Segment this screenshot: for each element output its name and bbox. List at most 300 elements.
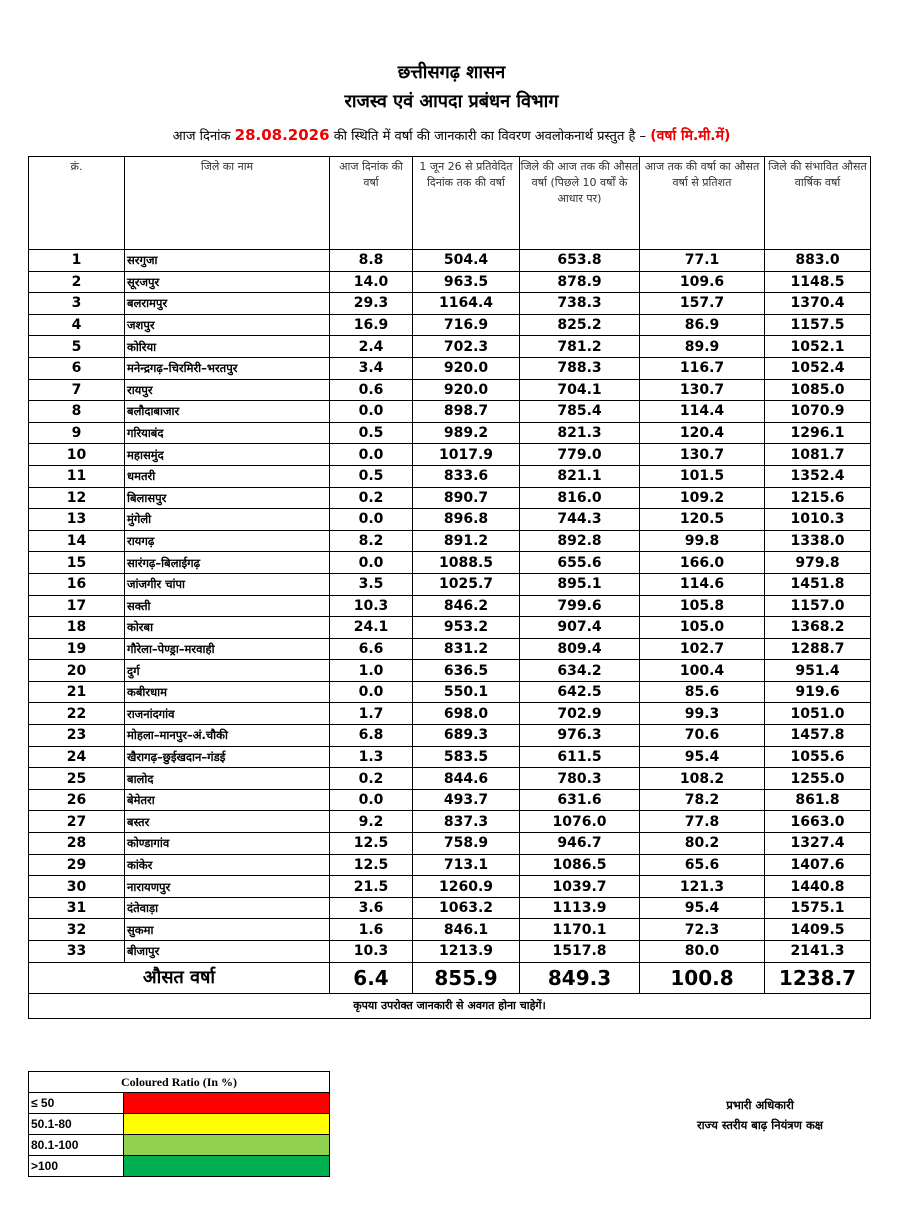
cell-today-rain: 0.6	[330, 379, 413, 401]
cell-serial: 15	[29, 552, 125, 574]
table-row	[29, 941, 871, 963]
cell-avg-to-date: 809.4	[520, 638, 640, 660]
cell-annual-avg: 1407.6	[765, 854, 871, 876]
legend-title: Coloured Ratio (In %)	[29, 1072, 330, 1093]
cell-percent: 114.4	[640, 401, 765, 423]
cell-serial: 21	[29, 681, 125, 703]
legend-row	[29, 1093, 330, 1114]
cell-since-june-rain: 833.6	[413, 465, 520, 487]
cell-avg-to-date: 785.4	[520, 401, 640, 423]
cell-avg-to-date: 780.3	[520, 768, 640, 790]
cell-serial: 26	[29, 789, 125, 811]
legend-row	[29, 1156, 330, 1177]
cell-district-name: कबीरधाम	[125, 681, 330, 703]
table-row	[29, 725, 871, 747]
cell-percent: 105.8	[640, 595, 765, 617]
cell-since-june-rain: 713.1	[413, 854, 520, 876]
cell-annual-avg: 861.8	[765, 789, 871, 811]
cell-percent: 102.7	[640, 638, 765, 660]
cell-annual-avg: 1051.0	[765, 703, 871, 725]
cell-district-name: सूरजपुर	[125, 271, 330, 293]
cell-today-rain: 0.2	[330, 487, 413, 509]
cell-annual-avg: 979.8	[765, 552, 871, 574]
cell-annual-avg: 1327.4	[765, 833, 871, 855]
legend-swatch	[124, 1135, 330, 1156]
table-row	[29, 660, 871, 682]
cell-today-rain: 9.2	[330, 811, 413, 833]
cell-annual-avg: 1157.5	[765, 314, 871, 336]
cell-annual-avg: 1451.8	[765, 573, 871, 595]
cell-percent: 86.9	[640, 314, 765, 336]
cell-avg-to-date: 1170.1	[520, 919, 640, 941]
cell-serial: 2	[29, 271, 125, 293]
cell-serial: 3	[29, 293, 125, 315]
cell-percent: 89.9	[640, 336, 765, 358]
col-header-today: आज दिनांक की वर्षा	[330, 157, 413, 250]
cell-district-name: बालोद	[125, 768, 330, 790]
cell-serial: 31	[29, 897, 125, 919]
cell-serial: 11	[29, 465, 125, 487]
cell-district-name: कोरिया	[125, 336, 330, 358]
table-row	[29, 487, 871, 509]
cell-annual-avg: 1052.4	[765, 357, 871, 379]
cell-today-rain: 0.0	[330, 509, 413, 531]
col-header-avg-to-date: जिले की आज तक की औसत वर्षा (पिछले 10 वर्षों के आधार पर)	[520, 157, 640, 250]
table-row	[29, 897, 871, 919]
table-row	[29, 789, 871, 811]
cell-annual-avg: 2141.3	[765, 941, 871, 963]
cell-percent: 85.6	[640, 681, 765, 703]
table-row	[29, 465, 871, 487]
cell-since-june-rain: 831.2	[413, 638, 520, 660]
cell-today-rain: 0.5	[330, 465, 413, 487]
cell-district-name: राजनांदगांव	[125, 703, 330, 725]
cell-district-name: रायपुर	[125, 379, 330, 401]
table-row	[29, 444, 871, 466]
cell-percent: 100.4	[640, 660, 765, 682]
legend-header-row	[29, 1072, 330, 1093]
cell-avg-to-date: 907.4	[520, 617, 640, 639]
cell-today-rain: 0.0	[330, 681, 413, 703]
cell-avg-to-date: 1517.8	[520, 941, 640, 963]
cell-since-june-rain: 636.5	[413, 660, 520, 682]
cell-since-june-rain: 898.7	[413, 401, 520, 423]
cell-percent: 130.7	[640, 379, 765, 401]
cell-district-name: बलौदाबाजार	[125, 401, 330, 423]
cell-percent: 109.2	[640, 487, 765, 509]
department-title: राजस्व एवं आपदा प्रबंधन विभाग	[344, 91, 559, 112]
cell-since-june-rain: 1025.7	[413, 573, 520, 595]
cell-avg-to-date: 821.3	[520, 422, 640, 444]
cell-percent: 99.3	[640, 703, 765, 725]
cell-serial: 22	[29, 703, 125, 725]
col-header-district: जिले का नाम	[125, 157, 330, 250]
table-row	[29, 919, 871, 941]
cell-district-name: बेमेतरा	[125, 789, 330, 811]
cell-today-rain: 0.0	[330, 552, 413, 574]
cell-district-name: दंतेवाड़ा	[125, 897, 330, 919]
cell-percent: 121.3	[640, 876, 765, 898]
cell-since-june-rain: 1088.5	[413, 552, 520, 574]
table-header-row	[29, 157, 871, 250]
table-row	[29, 530, 871, 552]
cell-percent: 99.8	[640, 530, 765, 552]
cell-avg-to-date: 738.3	[520, 293, 640, 315]
cell-since-june-rain: 846.1	[413, 919, 520, 941]
cell-since-june-rain: 844.6	[413, 768, 520, 790]
cell-serial: 28	[29, 833, 125, 855]
cell-district-name: सरगुजा	[125, 250, 330, 272]
legend-label: ≤ 50	[29, 1093, 124, 1114]
legend-swatch	[124, 1114, 330, 1135]
cell-today-rain: 1.3	[330, 746, 413, 768]
cell-today-rain: 16.9	[330, 314, 413, 336]
cell-avg-to-date: 1076.0	[520, 811, 640, 833]
cell-annual-avg: 1010.3	[765, 509, 871, 531]
cell-avg-to-date: 825.2	[520, 314, 640, 336]
cell-since-june-rain: 896.8	[413, 509, 520, 531]
cell-since-june-rain: 758.9	[413, 833, 520, 855]
table-row	[29, 854, 871, 876]
cell-since-june-rain: 504.4	[413, 250, 520, 272]
cell-avg-to-date: 655.6	[520, 552, 640, 574]
cell-today-rain: 6.6	[330, 638, 413, 660]
legend-row	[29, 1114, 330, 1135]
cell-percent: 80.2	[640, 833, 765, 855]
cell-serial: 6	[29, 357, 125, 379]
cell-since-june-rain: 891.2	[413, 530, 520, 552]
cell-today-rain: 24.1	[330, 617, 413, 639]
subtitle-text: की स्थिति में वर्षा की जानकारी का विवरण अवलोकनार्थ प्रस्तुत है –	[333, 129, 647, 144]
subtitle-prefix: आज दिनांक	[172, 129, 231, 144]
cell-district-name: सक्ती	[125, 595, 330, 617]
cell-avg-to-date: 895.1	[520, 573, 640, 595]
cell-serial: 30	[29, 876, 125, 898]
cell-district-name: जशपुर	[125, 314, 330, 336]
cell-district-name: जांजगीर चांपा	[125, 573, 330, 595]
cell-avg-to-date: 1113.9	[520, 897, 640, 919]
table-row	[29, 681, 871, 703]
cell-annual-avg: 1215.6	[765, 487, 871, 509]
cell-avg-to-date: 1086.5	[520, 854, 640, 876]
cell-annual-avg: 1148.5	[765, 271, 871, 293]
cell-today-rain: 1.0	[330, 660, 413, 682]
cell-avg-to-date: 892.8	[520, 530, 640, 552]
cell-serial: 33	[29, 941, 125, 963]
cell-avg-to-date: 781.2	[520, 336, 640, 358]
legend-swatch	[124, 1156, 330, 1177]
cell-percent: 77.8	[640, 811, 765, 833]
cell-annual-avg: 1070.9	[765, 401, 871, 423]
cell-today-rain: 0.2	[330, 768, 413, 790]
cell-avg-to-date: 631.6	[520, 789, 640, 811]
cell-since-june-rain: 989.2	[413, 422, 520, 444]
cell-avg-to-date: 1039.7	[520, 876, 640, 898]
cell-avg-to-date: 946.7	[520, 833, 640, 855]
cell-avg-to-date: 788.3	[520, 357, 640, 379]
cell-today-rain: 29.3	[330, 293, 413, 315]
table-row	[29, 336, 871, 358]
table-row	[29, 573, 871, 595]
cell-today-rain: 1.6	[330, 919, 413, 941]
color-legend	[28, 1071, 330, 1177]
cell-percent: 95.4	[640, 897, 765, 919]
cell-percent: 109.6	[640, 271, 765, 293]
cell-since-june-rain: 493.7	[413, 789, 520, 811]
cell-today-rain: 6.8	[330, 725, 413, 747]
cell-avg-to-date: 878.9	[520, 271, 640, 293]
cell-annual-avg: 1409.5	[765, 919, 871, 941]
cell-district-name: बीजापुर	[125, 941, 330, 963]
cell-percent: 157.7	[640, 293, 765, 315]
table-row	[29, 271, 871, 293]
table-row	[29, 833, 871, 855]
cell-since-june-rain: 1260.9	[413, 876, 520, 898]
cell-today-rain: 10.3	[330, 941, 413, 963]
cell-district-name: मनेन्द्रगढ़–चिरमिरी–भरतपुर	[125, 357, 330, 379]
cell-district-name: कोरबा	[125, 617, 330, 639]
cell-percent: 108.2	[640, 768, 765, 790]
cell-avg-to-date: 744.3	[520, 509, 640, 531]
average-row	[29, 962, 871, 993]
cell-percent: 105.0	[640, 617, 765, 639]
cell-district-name: नारायणपुर	[125, 876, 330, 898]
cell-percent: 114.6	[640, 573, 765, 595]
cell-annual-avg: 883.0	[765, 250, 871, 272]
col-header-percent: आज तक की वर्षा का औसत वर्षा से प्रतिशत	[640, 157, 765, 250]
cell-annual-avg: 1085.0	[765, 379, 871, 401]
table-row	[29, 595, 871, 617]
cell-today-rain: 1.7	[330, 703, 413, 725]
cell-today-rain: 3.4	[330, 357, 413, 379]
cell-district-name: गौरेला–पेण्ड्रा–मरवाही	[125, 638, 330, 660]
cell-serial: 9	[29, 422, 125, 444]
cell-since-june-rain: 837.3	[413, 811, 520, 833]
cell-today-rain: 12.5	[330, 833, 413, 855]
cell-serial: 13	[29, 509, 125, 531]
cell-since-june-rain: 689.3	[413, 725, 520, 747]
cell-annual-avg: 1081.7	[765, 444, 871, 466]
cell-today-rain: 8.8	[330, 250, 413, 272]
cell-percent: 65.6	[640, 854, 765, 876]
cell-today-rain: 8.2	[330, 530, 413, 552]
cell-district-name: गरियाबंद	[125, 422, 330, 444]
cell-today-rain: 3.6	[330, 897, 413, 919]
cell-annual-avg: 1157.0	[765, 595, 871, 617]
cell-annual-avg: 951.4	[765, 660, 871, 682]
table-row	[29, 703, 871, 725]
legend-row	[29, 1135, 330, 1156]
cell-annual-avg: 919.6	[765, 681, 871, 703]
signature-title: प्रभारी अधिकारी	[726, 1098, 794, 1112]
cell-serial: 14	[29, 530, 125, 552]
cell-serial: 5	[29, 336, 125, 358]
cell-district-name: बस्तर	[125, 811, 330, 833]
cell-since-june-rain: 1017.9	[413, 444, 520, 466]
cell-since-june-rain: 698.0	[413, 703, 520, 725]
cell-avg-to-date: 976.3	[520, 725, 640, 747]
table-row	[29, 552, 871, 574]
cell-percent: 70.6	[640, 725, 765, 747]
average-to-date: 849.3	[520, 962, 640, 993]
table-row	[29, 379, 871, 401]
cell-serial: 20	[29, 660, 125, 682]
cell-since-june-rain: 846.2	[413, 595, 520, 617]
cell-annual-avg: 1457.8	[765, 725, 871, 747]
cell-district-name: सुकमा	[125, 919, 330, 941]
cell-percent: 120.4	[640, 422, 765, 444]
legend-swatch	[124, 1093, 330, 1114]
note-text: कृपया उपरोक्त जानकारी से अवगत होना चाहेगें।	[29, 993, 871, 1018]
table-row	[29, 314, 871, 336]
cell-today-rain: 10.3	[330, 595, 413, 617]
cell-avg-to-date: 653.8	[520, 250, 640, 272]
cell-district-name: धमतरी	[125, 465, 330, 487]
col-header-since-june: 1 जून 26 से प्रतिवेदित दिनांक तक की वर्षा	[413, 157, 520, 250]
cell-annual-avg: 1055.6	[765, 746, 871, 768]
average-percent: 100.8	[640, 962, 765, 993]
cell-serial: 23	[29, 725, 125, 747]
cell-district-name: कांकेर	[125, 854, 330, 876]
page-title: छत्तीसगढ़ शासन	[397, 62, 506, 83]
cell-serial: 12	[29, 487, 125, 509]
average-annual: 1238.7	[765, 962, 871, 993]
cell-percent: 120.5	[640, 509, 765, 531]
cell-annual-avg: 1352.4	[765, 465, 871, 487]
cell-percent: 166.0	[640, 552, 765, 574]
table-row	[29, 293, 871, 315]
cell-district-name: बिलासपुर	[125, 487, 330, 509]
cell-district-name: खैरागढ़–छुईखदान–गंडई	[125, 746, 330, 768]
cell-serial: 10	[29, 444, 125, 466]
table-row	[29, 876, 871, 898]
cell-serial: 24	[29, 746, 125, 768]
cell-annual-avg: 1288.7	[765, 638, 871, 660]
cell-since-june-rain: 550.1	[413, 681, 520, 703]
cell-today-rain: 21.5	[330, 876, 413, 898]
cell-percent: 95.4	[640, 746, 765, 768]
unit-label: (वर्षा मि.मी.में)	[650, 128, 731, 144]
cell-district-name: बलरामपुर	[125, 293, 330, 315]
cell-avg-to-date: 704.1	[520, 379, 640, 401]
cell-avg-to-date: 821.1	[520, 465, 640, 487]
cell-since-june-rain: 920.0	[413, 357, 520, 379]
cell-serial: 16	[29, 573, 125, 595]
table-row	[29, 422, 871, 444]
cell-annual-avg: 1575.1	[765, 897, 871, 919]
cell-serial: 17	[29, 595, 125, 617]
cell-percent: 72.3	[640, 919, 765, 941]
cell-annual-avg: 1663.0	[765, 811, 871, 833]
cell-percent: 77.1	[640, 250, 765, 272]
cell-serial: 18	[29, 617, 125, 639]
table-row	[29, 811, 871, 833]
cell-percent: 78.2	[640, 789, 765, 811]
cell-district-name: महासमुंद	[125, 444, 330, 466]
cell-district-name: मुंगेली	[125, 509, 330, 531]
cell-since-june-rain: 1213.9	[413, 941, 520, 963]
cell-since-june-rain: 1063.2	[413, 897, 520, 919]
table-row	[29, 250, 871, 272]
cell-serial: 1	[29, 250, 125, 272]
cell-since-june-rain: 716.9	[413, 314, 520, 336]
cell-since-june-rain: 702.3	[413, 336, 520, 358]
cell-today-rain: 0.0	[330, 444, 413, 466]
cell-avg-to-date: 816.0	[520, 487, 640, 509]
cell-today-rain: 12.5	[330, 854, 413, 876]
cell-avg-to-date: 779.0	[520, 444, 640, 466]
table-row	[29, 746, 871, 768]
cell-percent: 130.7	[640, 444, 765, 466]
col-header-serial: क्रं.	[29, 157, 125, 250]
cell-district-name: सारंगढ़–बिलाईगढ़	[125, 552, 330, 574]
cell-since-june-rain: 920.0	[413, 379, 520, 401]
rainfall-table	[28, 156, 871, 1019]
note-row	[29, 993, 871, 1018]
cell-today-rain: 14.0	[330, 271, 413, 293]
cell-district-name: दुर्ग	[125, 660, 330, 682]
cell-avg-to-date: 702.9	[520, 703, 640, 725]
cell-avg-to-date: 611.5	[520, 746, 640, 768]
table-row	[29, 509, 871, 531]
cell-annual-avg: 1368.2	[765, 617, 871, 639]
cell-today-rain: 0.0	[330, 789, 413, 811]
cell-annual-avg: 1370.4	[765, 293, 871, 315]
cell-since-june-rain: 890.7	[413, 487, 520, 509]
table-row	[29, 357, 871, 379]
cell-serial: 32	[29, 919, 125, 941]
cell-serial: 27	[29, 811, 125, 833]
table-row	[29, 768, 871, 790]
cell-annual-avg: 1296.1	[765, 422, 871, 444]
cell-serial: 19	[29, 638, 125, 660]
table-row	[29, 401, 871, 423]
cell-percent: 116.7	[640, 357, 765, 379]
report-subtitle	[0, 126, 903, 145]
cell-district-name: कोण्डागांव	[125, 833, 330, 855]
legend-label: 80.1-100	[29, 1135, 124, 1156]
cell-serial: 7	[29, 379, 125, 401]
cell-since-june-rain: 583.5	[413, 746, 520, 768]
col-header-annual: जिले की संभावित औसत वार्षिक वर्षा	[765, 157, 871, 250]
cell-serial: 25	[29, 768, 125, 790]
average-today: 6.4	[330, 962, 413, 993]
cell-since-june-rain: 953.2	[413, 617, 520, 639]
cell-avg-to-date: 634.2	[520, 660, 640, 682]
table-row	[29, 638, 871, 660]
cell-today-rain: 3.5	[330, 573, 413, 595]
cell-annual-avg: 1255.0	[765, 768, 871, 790]
cell-avg-to-date: 642.5	[520, 681, 640, 703]
average-label: औसत वर्षा	[29, 962, 330, 993]
cell-since-june-rain: 963.5	[413, 271, 520, 293]
average-since-june: 855.9	[413, 962, 520, 993]
cell-serial: 29	[29, 854, 125, 876]
cell-percent: 80.0	[640, 941, 765, 963]
cell-today-rain: 0.5	[330, 422, 413, 444]
report-date: 28.08.2026	[234, 126, 330, 144]
table-row	[29, 617, 871, 639]
legend-label: 50.1-80	[29, 1114, 124, 1135]
cell-percent: 101.5	[640, 465, 765, 487]
cell-today-rain: 0.0	[330, 401, 413, 423]
cell-annual-avg: 1052.1	[765, 336, 871, 358]
cell-avg-to-date: 799.6	[520, 595, 640, 617]
cell-since-june-rain: 1164.4	[413, 293, 520, 315]
cell-annual-avg: 1338.0	[765, 530, 871, 552]
cell-serial: 8	[29, 401, 125, 423]
cell-serial: 4	[29, 314, 125, 336]
